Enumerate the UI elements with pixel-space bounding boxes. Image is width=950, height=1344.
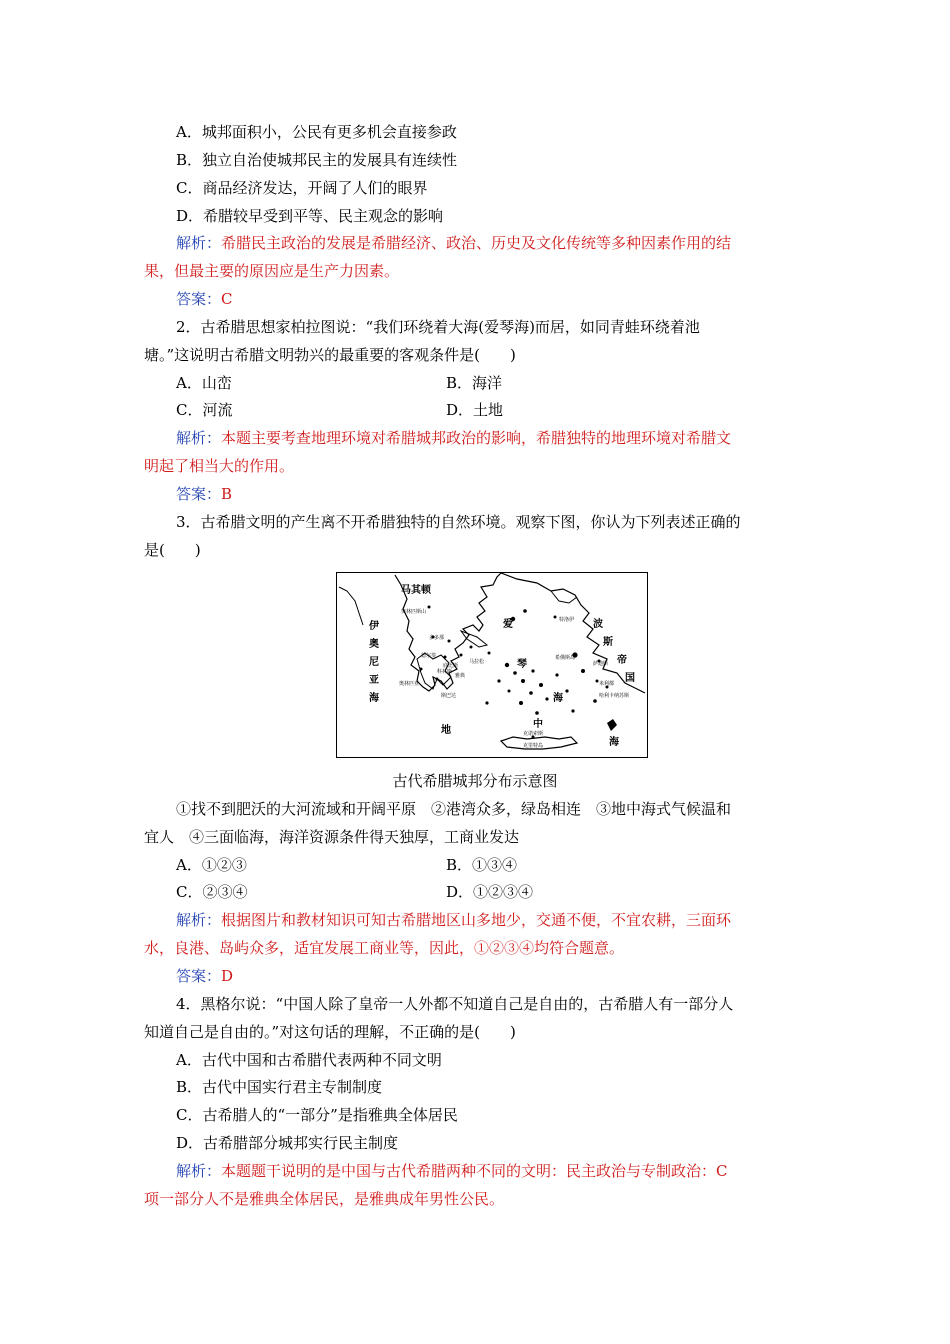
q1-analysis-cont: 果，但最主要的原因应是生产力因素。 <box>144 262 400 280</box>
q4-stem-cont: 知道自己是自由的。”对这句话的理解，不正确的是( ) <box>144 1023 516 1041</box>
q3-option-a: A．①②③ <box>176 856 247 874</box>
q1-option-c: C．商品经济发达，开阔了人们的眼界 <box>176 179 428 197</box>
label-delphi: 德尔斐 <box>421 653 437 659</box>
q3-statements: ①找不到肥沃的大河流域和开阔平原 ②港湾众多，绿岛相连 ③地中海式气候温和 <box>176 800 732 818</box>
label-dodona: 多多那 <box>429 635 445 641</box>
label-halicarnassus: 哈利卡纳苏斯 <box>599 693 630 699</box>
label-crete: 克里特岛 <box>523 743 544 749</box>
label-sardis: 萨迪斯 <box>593 661 609 667</box>
svg-text:海: 海 <box>369 693 379 704</box>
svg-text:伊: 伊 <box>369 621 379 632</box>
label-mediterranean-3: 海 <box>609 737 619 748</box>
label-sparta: 斯巴达 <box>441 693 457 699</box>
q4-analysis <box>176 1161 728 1181</box>
label-mediterranean-2: 中 <box>533 719 543 730</box>
asia-minor-coastline <box>501 573 645 693</box>
svg-text:国: 国 <box>625 673 635 684</box>
q2-option-d: D．土地 <box>446 401 504 419</box>
italy-coastline <box>339 587 363 625</box>
answer-value: C <box>221 290 233 308</box>
map-drawing <box>337 573 646 756</box>
q2-option-a: A．山峦 <box>176 374 232 392</box>
label-aegean-1: 爱 <box>503 619 513 630</box>
analysis-text: 根据图片和教材知识可知古希腊地区山多地少，交通不便，不宜农耕，三面环 <box>221 911 732 929</box>
map-caption: 古代希腊城邦分布示意图 <box>392 772 558 790</box>
q2-answer <box>176 484 232 504</box>
q3-analysis <box>176 910 731 930</box>
q1-option-a: A．城邦面积小，公民有更多机会直接参政 <box>176 123 457 141</box>
label-marathon: 马拉松 <box>469 659 485 665</box>
label-thebes: 底比斯 <box>443 663 459 669</box>
label-persian-empire <box>593 617 635 684</box>
q4-option-d: D．古希腊部分城邦实行民主制度 <box>176 1134 399 1152</box>
q3-stem-cont: 是( ) <box>144 541 201 559</box>
rhodes-island <box>607 719 617 731</box>
answer-label: 答案： <box>176 485 222 503</box>
label-aegean-3: 海 <box>553 693 563 704</box>
q3-option-b: B．①③④ <box>446 856 518 874</box>
q4-analysis-cont: 项一部分人不是雅典全体居民，是雅典成年男性公民。 <box>144 1190 505 1208</box>
svg-text:斯: 斯 <box>603 637 613 648</box>
label-corinth: 科林斯 <box>437 669 453 675</box>
answer-label: 答案： <box>176 290 222 308</box>
q3-statements-cont: 宜人 ④三面临海，海洋资源条件得天独厚，工商业发达 <box>144 828 520 846</box>
hellespont <box>551 591 577 603</box>
q3-answer <box>176 966 233 986</box>
svg-text:尼: 尼 <box>369 657 379 668</box>
q1-option-d: D．希腊较早受到平等、民主观念的影响 <box>176 207 444 225</box>
q2-option-c: C．河流 <box>176 401 233 419</box>
label-troy: 特洛伊 <box>559 617 575 623</box>
analysis-text: 本题题干说明的是中国与古代希腊两种不同的文明：民主政治与专制政治：C <box>221 1162 728 1180</box>
analysis-label: 解析： <box>176 911 222 929</box>
label-mediterranean-1: 地 <box>441 725 451 736</box>
q2-analysis <box>176 428 731 448</box>
answer-value: B <box>221 485 233 503</box>
q2-analysis-cont: 明起了相当大的作用。 <box>144 457 295 475</box>
answer-value: D <box>221 967 234 985</box>
label-athens: 雅典 <box>455 673 466 679</box>
euboea <box>461 631 487 647</box>
analysis-label: 解析： <box>176 234 222 252</box>
svg-text:奥: 奥 <box>369 639 379 650</box>
q1-answer <box>176 289 233 309</box>
q4-option-c: C．古希腊人的“一部分”是指雅典全体居民 <box>176 1106 458 1124</box>
q3-analysis-cont: 水，良港、岛屿众多，适宜发展工商业等，因此，①②③④均符合题意。 <box>144 939 625 957</box>
q4-stem: 4．黑格尔说：“中国人除了皇帝一人外都不知道自己是自由的，古希腊人有一部分人 <box>176 995 734 1013</box>
label-macedonia: 马其顿 <box>401 585 431 596</box>
q3-option-d: D．①②③④ <box>446 883 534 901</box>
label-olympia: 奥林匹亚 <box>399 681 420 687</box>
label-miletus: 米利都 <box>599 681 615 687</box>
q1-analysis <box>176 233 731 253</box>
svg-text:帝: 帝 <box>617 655 627 666</box>
q4-option-b: B．古代中国实行君主专制制度 <box>176 1078 383 1096</box>
q2-stem: 2．古希腊思想家柏拉图说：“我们环绕着大海(爱琴海)而居，如同青蛙环绕着池 <box>176 318 700 336</box>
svg-text:亚: 亚 <box>369 675 379 686</box>
label-delos: 希俄斯岛 <box>555 655 576 661</box>
label-olympus: 奥林匹斯山 <box>401 609 427 615</box>
analysis-label: 解析： <box>176 1162 222 1180</box>
q3-stem: 3．古希腊文明的产生离不开希腊独特的自然环境。观察下图，你认为下列表述正确的 <box>176 513 741 531</box>
svg-text:波: 波 <box>593 619 603 630</box>
analysis-text: 希腊民主政治的发展是希腊经济、政治、历史及文化传统等多种因素作用的结 <box>221 234 732 252</box>
label-knossos: 克诺索斯 <box>523 731 544 737</box>
analysis-label: 解析： <box>176 429 222 447</box>
q2-stem-cont: 塘。”这说明古希腊文明勃兴的最重要的客观条件是( ) <box>144 346 516 364</box>
q3-option-c: C．②③④ <box>176 883 248 901</box>
answer-label: 答案： <box>176 967 222 985</box>
label-aegean-2: 琴 <box>517 659 527 670</box>
analysis-text: 本题主要考查地理环境对希腊城邦政治的影响，希腊独特的地理环境对希腊文 <box>221 429 732 447</box>
q1-option-b: B．独立自治使城邦民主的发展具有连续性 <box>176 151 458 169</box>
label-ionian-sea <box>369 619 380 704</box>
q4-option-a: A．古代中国和古希腊代表两种不同文明 <box>176 1051 442 1069</box>
greece-city-states-map <box>336 572 648 758</box>
q2-option-b: B．海洋 <box>446 374 503 392</box>
